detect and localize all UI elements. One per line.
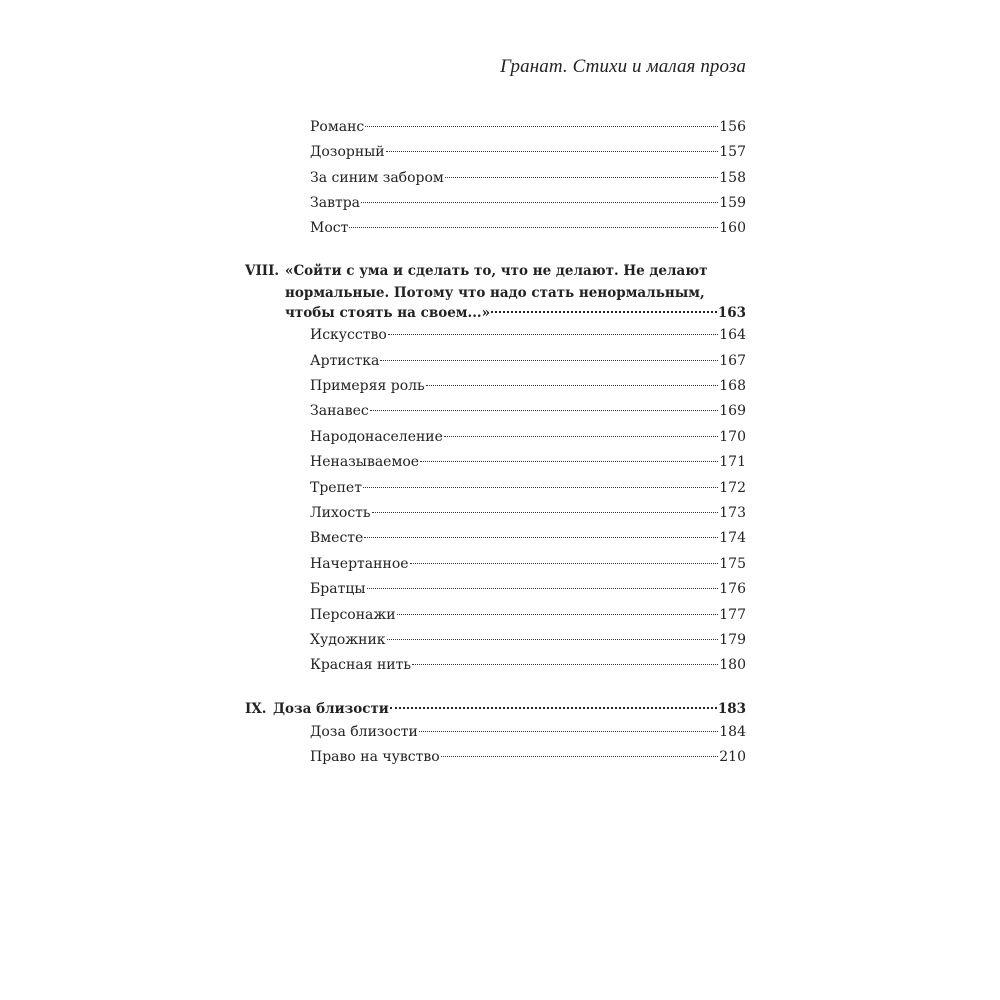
toc-entry-page: 179 (719, 632, 746, 648)
toc-entry-nachertannoe[interactable] (310, 555, 746, 573)
toc-entry-title: Право на чувство (310, 749, 440, 765)
toc-entry-page: 173 (719, 505, 746, 521)
toc-entry-romans[interactable] (310, 118, 746, 136)
toc-entry-page: 210 (719, 749, 746, 765)
toc-entry-title: Доза близости (310, 724, 418, 740)
dot-leader (386, 151, 719, 152)
toc-entry-title: Искусство (310, 327, 387, 343)
dot-leader (445, 177, 718, 178)
toc-entry-trepet[interactable] (310, 479, 746, 497)
toc-entry-hudozhnik[interactable] (310, 631, 746, 649)
chapter-8-title-line-1[interactable]: «Сойти с ума и сделать то, что не делают. Не делают (285, 263, 708, 279)
dot-leader (426, 385, 719, 386)
toc-entry-lihost[interactable] (310, 504, 746, 522)
dot-leader (372, 512, 719, 513)
dot-leader (361, 202, 718, 203)
dot-leader (365, 126, 718, 127)
dot-leader (441, 756, 719, 757)
toc-entry-page: 171 (719, 454, 746, 470)
toc-entry-page: 167 (719, 353, 746, 369)
dot-leader (397, 614, 719, 615)
toc-entry-title: Неназываемое (310, 454, 420, 470)
toc-entry-narodonaselenie[interactable] (310, 428, 746, 446)
dot-leader (370, 410, 719, 411)
toc-entry-page: 174 (719, 530, 746, 546)
toc-entry-page: 164 (719, 327, 746, 343)
toc-entry-page: 170 (719, 429, 746, 445)
chapter-8-title-line-2[interactable]: нормальные. Потому что надо стать ненормальным, (285, 285, 705, 301)
toc-entry-title: Трепет (310, 480, 362, 496)
toc-entry-title: Мост (310, 220, 349, 236)
toc-entry-page: 168 (719, 378, 746, 394)
dot-leader (390, 707, 717, 709)
toc-entry-personazhi[interactable] (310, 606, 746, 624)
toc-entry-za-sinim-zaborom[interactable] (310, 169, 746, 187)
chapter-9-heading[interactable] (273, 700, 746, 718)
dot-leader (380, 360, 718, 361)
dot-leader (444, 436, 718, 437)
toc-entry-page: 184 (719, 724, 746, 740)
toc-entry-page: 160 (719, 220, 746, 236)
toc-entry-title: Романс (310, 119, 365, 135)
chapter-8-title-line-3: чтобы стоять на своем...» (285, 305, 491, 321)
toc-entry-page: 159 (719, 195, 746, 211)
toc-entry-title: За синим забором (310, 170, 444, 186)
chapter-9-title: Доза близости (273, 701, 389, 717)
dot-leader (363, 487, 718, 488)
toc-entry-title: Братцы (310, 581, 366, 597)
toc-entry-title: Завтра (310, 195, 361, 211)
chapter-9-number: IX. (245, 701, 267, 717)
chapter-8-page: 163 (717, 305, 746, 321)
dot-leader (412, 664, 718, 665)
toc-entry-title: Художник (310, 632, 386, 648)
toc-entry-title: Персонажи (310, 607, 396, 623)
toc-entry-page: 158 (719, 170, 746, 186)
dot-leader (388, 334, 718, 335)
dot-leader (491, 311, 717, 313)
toc-entry-title: Народонаселение (310, 429, 443, 445)
toc-entry-page: 177 (719, 607, 746, 623)
toc-entry-krasnaya-nit[interactable] (310, 656, 746, 674)
toc-entry-zavtra[interactable] (310, 194, 746, 212)
toc-entry-page: 156 (719, 119, 746, 135)
toc-entry-artistka[interactable] (310, 352, 746, 370)
toc-entry-page: 176 (719, 581, 746, 597)
toc-entry-page: 172 (719, 480, 746, 496)
toc-entry-title: Лихость (310, 505, 371, 521)
toc-entry-title: Красная нить (310, 657, 411, 673)
chapter-8-heading-last-line[interactable] (285, 304, 746, 322)
toc-entry-doza-blizosti[interactable] (310, 723, 746, 741)
toc-entry-brattsy[interactable] (310, 580, 746, 598)
toc-entry-title: Артистка (310, 353, 380, 369)
toc-entry-page: 180 (719, 657, 746, 673)
toc-entry-page: 175 (719, 556, 746, 572)
dot-leader (349, 227, 718, 228)
toc-entry-dozorny[interactable] (310, 143, 746, 161)
dot-leader (410, 563, 719, 564)
toc-entry-title: Примеряя роль (310, 378, 425, 394)
dot-leader (420, 461, 718, 462)
toc-entry-nenazyvaemoe[interactable] (310, 453, 746, 471)
toc-entry-vmeste[interactable] (310, 529, 746, 547)
toc-entry-most[interactable] (310, 219, 746, 237)
dot-leader (387, 639, 719, 640)
toc-entry-title: Начертанное (310, 556, 409, 572)
toc-entry-iskusstvo[interactable] (310, 326, 746, 344)
toc-entry-title: Дозорный (310, 144, 385, 160)
chapter-9-page: 183 (717, 701, 746, 717)
dot-leader (367, 588, 719, 589)
toc-entry-title: Вместе (310, 530, 364, 546)
toc-entry-title: Занавес (310, 403, 369, 419)
running-head: Гранат. Стихи и малая проза (500, 56, 746, 77)
dot-leader (364, 537, 718, 538)
toc-entry-pravo-na-chuvstvo[interactable] (310, 748, 746, 766)
toc-entry-primeryaya-rol[interactable] (310, 377, 746, 395)
chapter-8-number: VIII. (245, 263, 280, 279)
toc-entry-page: 169 (719, 403, 746, 419)
toc-entry-page: 157 (719, 144, 746, 160)
toc-entry-zanaves[interactable] (310, 402, 746, 420)
dot-leader (419, 731, 718, 732)
